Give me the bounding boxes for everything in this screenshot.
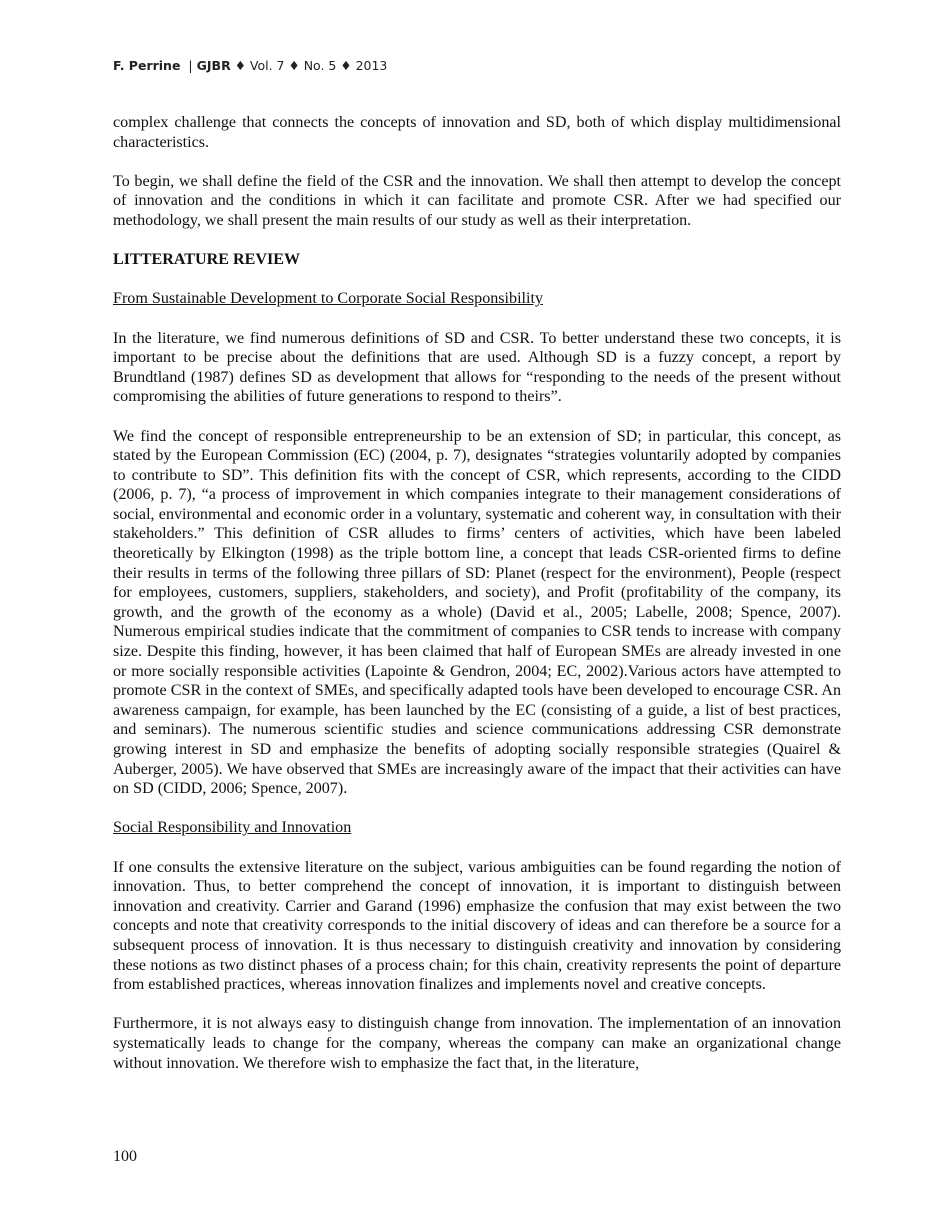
- article-body: [113, 113, 841, 1093]
- paragraph: We find the concept of responsible entrepreneurship to be an extension of SD; in particular, this concept, as stated by the European Commission (EC) (2004, p. 7), designates “strategies voluntarily adopted by companies to contribute to SD”. This definition fits with the concept of CSR, which represents, according to the CIDD (2006, p. 7), “a process of improvement in which companies integrate to their management considerations of social, environmental and economic order in a voluntary, systematic and coherent way, in consultation with their stakeholders.” This definition of CSR alludes to firms’ centers of activities, which have been labeled theoretically by Elkington (1998) as the triple bottom line, a concept that leads CSR-oriented firms to define their results in terms of the following three pillars of SD: Planet (respect for the environment), People (respect for employees, customers, suppliers, stakeholders, and society), and Profit (profitability of the company, its growth, and the growth of the economy as a whole) (David et al., 2005; Labelle, 2008; Spence, 2007). Numerous empirical studies indicate that the commitment of companies to CSR tends to increase with company size. Despite this finding, however, it has been claimed that half of European SMEs are already invested in one or more socially responsible activities (Lapointe & Gendron, 2004; EC, 2002).Various actors have attempted to promote CSR in the context of SMEs, and specifically adapted tools have been developed to encourage CSR. An awareness campaign, for example, has been launched by the EC (consisting of a guide, a list of best practices, and seminars). The numerous scientific studies and science communications addressing CSR demonstrate growing interest in SD and emphasize the benefits of adopting socially responsible strategies (Quairel & Auberger, 2005). We have observed that SMEs are increasingly aware of the impact that their activities can have on SD (CIDD, 2006; Spence, 2007).: [113, 427, 841, 798]
- diamond-icon: ♦: [340, 58, 352, 73]
- subsection-heading: From Sustainable Development to Corporate Social Responsibility: [113, 290, 544, 308]
- running-header: [113, 58, 387, 73]
- header-number: No. 5: [303, 58, 337, 73]
- paragraph: If one consults the extensive literature on the subject, various ambiguities can be found regarding the notion of innovation. Thus, to better comprehend the concept of innovation, it is important to distinguish between innovation and creativity. Carrier and Garand (1996) emphasize the confusion that may exist between the two concepts and note that creativity corresponds to the initial discovery of ideas and can therefore be a source for a subsequent process of innovation. It is thus necessary to distinguish creativity and innovation by considering these notions as two distinct phases of a process chain; for this chain, creativity represents the point of departure from established practices, whereas innovation finalizes and implements novel and creative concepts.: [113, 858, 841, 994]
- header-author: F. Perrine: [113, 58, 181, 73]
- page-number: 100: [113, 1148, 137, 1165]
- header-journal: GJBR: [196, 58, 231, 73]
- paragraph: To begin, we shall define the field of the CSR and the innovation. We shall then attempt to develop the concept of innovation and the conditions in which it can facilitate and promote CSR. After we had specified our methodology, we shall present the main results of our study as well as their interpretation.: [113, 172, 841, 229]
- paragraph: In the literature, we find numerous definitions of SD and CSR. To better understand these two concepts, it is important to be precise about the definitions that are used. Although SD is a fuzzy concept, a report by Brundtland (1987) defines SD as development that allows for “responding to the needs of the present without compromising the abilities of future generations to respond to theirs”.: [113, 329, 841, 406]
- paragraph: complex challenge that connects the concepts of innovation and SD, both of which display multidimensional characteristics.: [113, 114, 841, 151]
- header-volume: Vol. 7: [249, 58, 285, 73]
- paragraph: Furthermore, it is not always easy to distinguish change from innovation. The implementation of an innovation systematically leads to change for the company, whereas the company can make an organizational change without innovation. We therefore wish to emphasize the fact that, in the literature,: [113, 1015, 841, 1072]
- header-separator: |: [188, 58, 193, 73]
- diamond-icon: ♦: [288, 58, 300, 73]
- diamond-icon: ♦: [234, 58, 246, 73]
- subsection-heading: Social Responsibility and Innovation: [113, 819, 352, 837]
- section-heading: LITTERATURE REVIEW: [113, 251, 301, 269]
- header-year: 2013: [355, 58, 388, 73]
